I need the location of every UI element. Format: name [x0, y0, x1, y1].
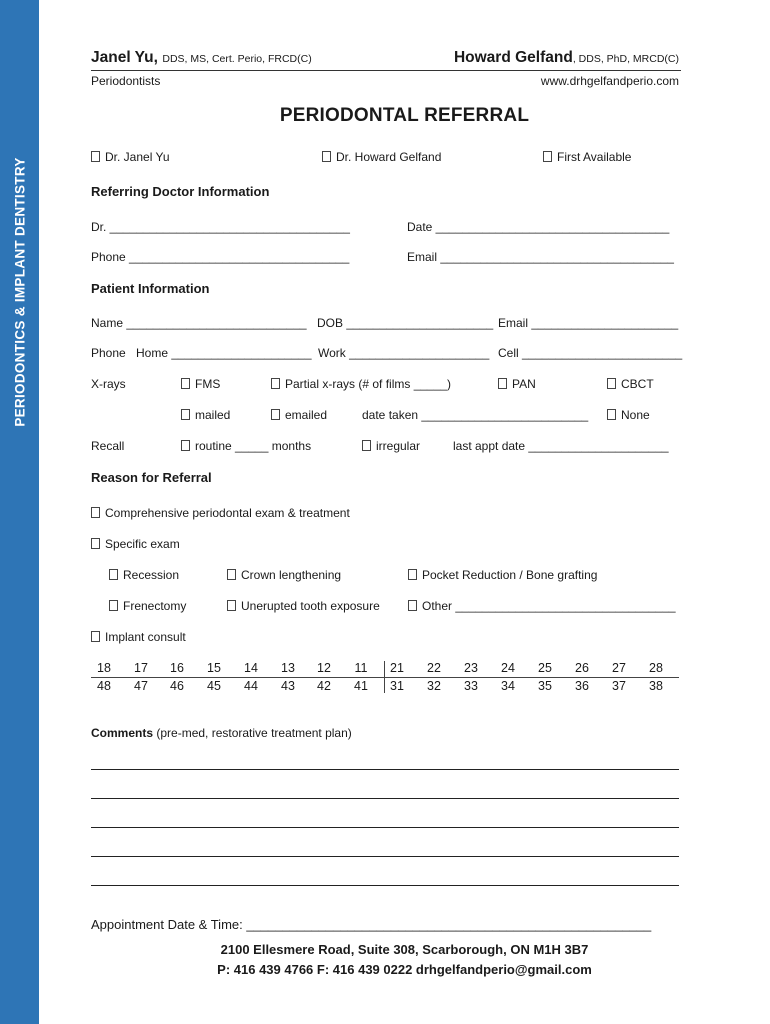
recall-routine-option[interactable]	[181, 439, 311, 453]
checkbox-icon[interactable]	[181, 409, 190, 420]
recall-label: Recall	[91, 439, 125, 453]
tooth-number-upper[interactable]: 22	[427, 661, 441, 675]
choice-first-available[interactable]	[543, 150, 631, 164]
header-divider	[91, 70, 681, 71]
tooth-number-lower[interactable]: 42	[317, 679, 331, 693]
option-label: emailed	[285, 408, 328, 422]
doctor-name-left: Janel Yu,	[91, 49, 158, 66]
appointment-field[interactable]: Appointment Date & Time: ________________________________________________________	[91, 917, 652, 932]
choice-label: Dr. Howard Gelfand	[336, 150, 442, 164]
xrays-label: X-rays	[91, 377, 126, 391]
checkbox-icon[interactable]	[607, 409, 616, 420]
option-label: Pocket Reduction / Bone grafting	[422, 568, 598, 582]
tooth-number-upper[interactable]: 28	[649, 661, 663, 675]
reason-heading: Reason for Referral	[91, 470, 212, 485]
comments-label-block	[91, 726, 352, 740]
comments-label: Comments	[91, 726, 154, 740]
tooth-number-lower[interactable]: 48	[97, 679, 111, 693]
sidebar-label: PERIODONTICS & IMPLANT DENTISTRY	[12, 157, 28, 427]
tooth-number-lower[interactable]: 34	[501, 679, 515, 693]
patient-home-field[interactable]: Home _____________________	[136, 346, 312, 360]
tooth-number-lower[interactable]: 38	[649, 679, 663, 693]
option-label: Recession	[123, 568, 180, 582]
checkbox-icon[interactable]	[91, 507, 100, 518]
tooth-number-lower[interactable]: 46	[170, 679, 184, 693]
xray-partial-option[interactable]	[271, 377, 451, 391]
option-label: Partial x-rays (# of films _____)	[285, 377, 452, 391]
form-title: PERIODONTAL REFERRAL	[279, 105, 530, 126]
option-label: Implant consult	[105, 630, 186, 644]
tooth-number-upper[interactable]: 12	[317, 661, 331, 675]
reason-unerupted-option[interactable]	[227, 599, 380, 613]
xray-mailed-option[interactable]	[181, 408, 230, 422]
comment-line-2[interactable]	[91, 798, 679, 799]
patient-work-field[interactable]: Work _____________________	[318, 346, 490, 360]
tooth-number-upper[interactable]: 26	[575, 661, 589, 675]
referring-heading: Referring Doctor Information	[91, 184, 270, 199]
tooth-number-upper[interactable]: 18	[97, 661, 111, 675]
option-label: irregular	[376, 439, 421, 453]
checkbox-icon[interactable]	[227, 600, 236, 611]
tooth-number-lower[interactable]: 41	[354, 679, 368, 693]
option-label: FMS	[195, 377, 221, 391]
xray-pan-option[interactable]	[498, 377, 536, 391]
checkbox-icon[interactable]	[109, 600, 118, 611]
option-label: Comprehensive periodontal exam & treatment	[105, 506, 350, 520]
checkbox-icon[interactable]	[91, 538, 100, 549]
comment-line-4[interactable]	[91, 856, 679, 857]
practice-type: Periodontists	[91, 74, 161, 88]
patient-dob-field[interactable]: DOB ______________________	[317, 316, 494, 330]
tooth-number-lower[interactable]: 36	[575, 679, 589, 693]
last-appt-date-field[interactable]: last appt date _____________________	[453, 439, 669, 453]
tooth-number-upper[interactable]: 27	[612, 661, 626, 675]
xray-none-option[interactable]	[607, 408, 650, 422]
recall-irregular-option[interactable]	[362, 439, 420, 453]
patient-email-field[interactable]: Email ______________________	[498, 316, 679, 330]
xray-cbct-option[interactable]	[607, 377, 654, 391]
checkbox-icon[interactable]	[181, 440, 190, 451]
website-link[interactable]: www.drhgelfandperio.com	[540, 74, 679, 88]
patient-name-field[interactable]: Name ___________________________	[91, 316, 307, 330]
checkbox-icon[interactable]	[322, 151, 331, 162]
choice-howard-gelfand[interactable]	[322, 150, 441, 164]
option-label: Specific exam	[105, 537, 180, 551]
option-label: CBCT	[621, 377, 654, 391]
tooth-number-upper[interactable]: 23	[464, 661, 478, 675]
checkbox-icon[interactable]	[271, 378, 280, 389]
doctor-credentials-right: , DDS, PhD, MRCD(C)	[572, 53, 679, 65]
reason-frenectomy-option[interactable]	[109, 599, 186, 613]
patient-phone-label: Phone	[91, 346, 126, 360]
tooth-number-upper[interactable]: 25	[538, 661, 552, 675]
tooth-number-lower[interactable]: 45	[207, 679, 221, 693]
footer-address: 2100 Ellesmere Road, Suite 308, Scarborough, ON M1H 3B7	[220, 942, 589, 957]
tooth-number-lower[interactable]: 44	[244, 679, 258, 693]
checkbox-icon[interactable]	[91, 631, 100, 642]
xray-emailed-option[interactable]	[271, 408, 327, 422]
checkbox-icon[interactable]	[408, 600, 417, 611]
reason-implant-option[interactable]	[91, 630, 186, 644]
reason-pocket-option[interactable]	[408, 568, 597, 582]
reason-specific-option[interactable]	[91, 537, 180, 551]
tooth-number-upper[interactable]: 21	[390, 661, 404, 675]
option-label: routine _____ months	[195, 439, 312, 453]
choice-label: First Available	[557, 150, 632, 164]
tooth-number-upper[interactable]: 14	[244, 661, 258, 675]
checkbox-icon[interactable]	[607, 378, 616, 389]
tooth-number-upper[interactable]: 24	[501, 661, 515, 675]
tooth-number-lower[interactable]: 37	[612, 679, 626, 693]
option-label: Unerupted tooth exposure	[241, 599, 380, 613]
referring-phone-field[interactable]: Phone _________________________________	[91, 250, 350, 264]
doctor-name-right: Howard Gelfand	[453, 49, 573, 66]
xray-date-taken-field[interactable]: date taken _________________________	[362, 408, 589, 422]
checkbox-icon[interactable]	[543, 151, 552, 162]
checkbox-icon[interactable]	[271, 409, 280, 420]
checkbox-icon[interactable]	[362, 440, 371, 451]
tooth-number-lower[interactable]: 32	[427, 679, 441, 693]
tooth-number-lower[interactable]: 31	[390, 679, 404, 693]
referring-email-field[interactable]: Email ___________________________________	[407, 250, 674, 264]
tooth-number-upper[interactable]: 11	[354, 661, 368, 675]
referring-date-field[interactable]: Date ___________________________________	[407, 220, 670, 234]
comments-hint: (pre-med, restorative treatment plan)	[156, 726, 352, 740]
option-label: PAN	[512, 377, 536, 391]
tooth-number-upper[interactable]: 15	[207, 661, 221, 675]
tooth-number-lower[interactable]: 33	[464, 679, 478, 693]
reason-other-option[interactable]	[408, 599, 676, 613]
reason-crown-option[interactable]	[227, 568, 341, 582]
tooth-chart-horizontal-divider	[91, 677, 679, 678]
checkbox-icon[interactable]	[181, 378, 190, 389]
option-label: None	[621, 408, 650, 422]
tooth-number-lower[interactable]: 43	[281, 679, 295, 693]
doctor-credentials-left: DDS, MS, Cert. Perio, FRCD(C)	[162, 53, 312, 65]
reason-recession-option[interactable]	[109, 568, 179, 582]
header-right-name-block	[454, 49, 679, 67]
tooth-number-upper[interactable]: 13	[281, 661, 295, 675]
choice-label: Dr. Janel Yu	[105, 150, 170, 164]
checkbox-icon[interactable]	[91, 151, 100, 162]
checkbox-icon[interactable]	[227, 569, 236, 580]
option-label: mailed	[195, 408, 231, 422]
option-label: Frenectomy	[123, 599, 187, 613]
referring-dr-field[interactable]: Dr. ____________________________________	[91, 220, 350, 234]
tooth-number-lower[interactable]: 35	[538, 679, 552, 693]
xray-fms-option[interactable]	[181, 377, 220, 391]
comment-line-3[interactable]	[91, 827, 679, 828]
checkbox-icon[interactable]	[408, 569, 417, 580]
patient-heading: Patient Information	[91, 281, 210, 296]
patient-cell-field[interactable]: Cell ________________________	[498, 346, 683, 360]
sidebar-band	[0, 0, 39, 1024]
checkbox-icon[interactable]	[109, 569, 118, 580]
comment-line-1[interactable]	[91, 769, 679, 770]
header-left-name-block	[91, 49, 312, 67]
choice-janel-yu[interactable]	[91, 150, 170, 164]
option-label: Other _________________________________	[422, 599, 676, 613]
tooth-number-lower[interactable]: 47	[134, 679, 148, 693]
tooth-number-upper[interactable]: 16	[170, 661, 184, 675]
checkbox-icon[interactable]	[498, 378, 507, 389]
tooth-number-upper[interactable]: 17	[134, 661, 148, 675]
comment-line-5[interactable]	[91, 885, 679, 886]
footer-contact: P: 416 439 4766 F: 416 439 0222 drhgelfandperio@gmail.com	[217, 962, 592, 977]
reason-comprehensive-option[interactable]	[91, 506, 350, 520]
option-label: Crown lengthening	[241, 568, 342, 582]
